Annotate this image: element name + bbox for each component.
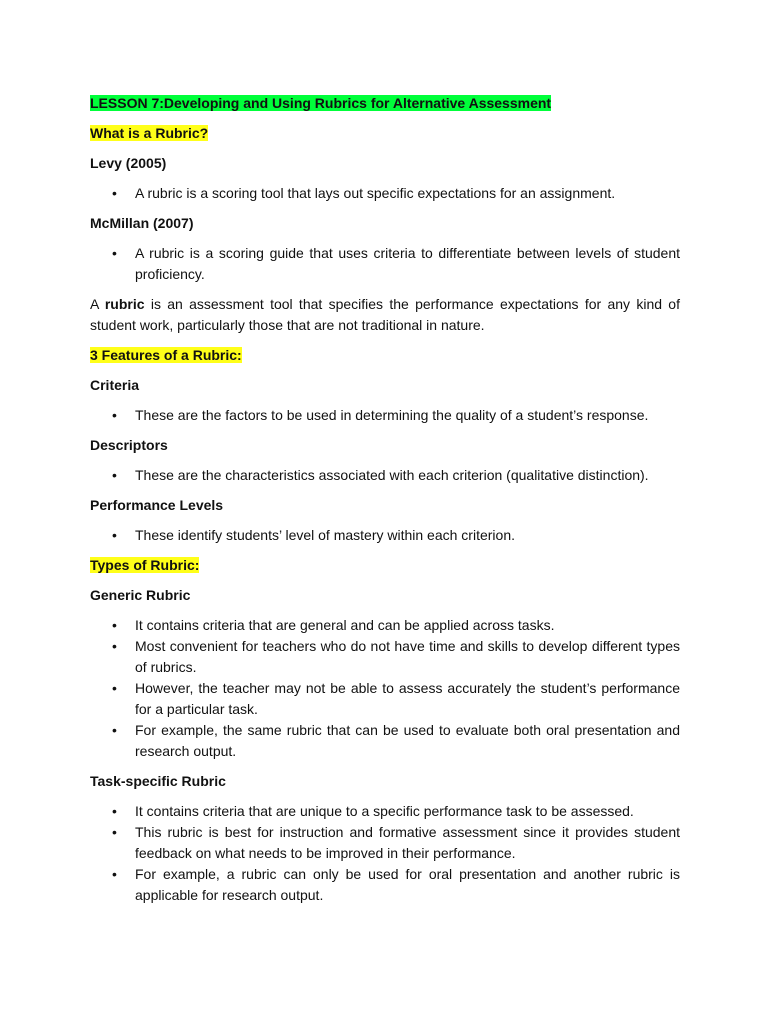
list-item: • However, the teacher may not be able to assess accurately the student’s performance for a particular task.	[90, 678, 680, 720]
definition-rest: is an assessment tool that specifies the performance expectations for any kind of student work, particularly those that are not traditional in nature.	[90, 296, 680, 333]
generic-rubric-heading: Generic Rubric	[90, 587, 191, 603]
document-body	[90, 93, 680, 915]
types-heading-text: Types of Rubric:	[90, 557, 200, 573]
what-is-heading	[90, 123, 680, 144]
criteria-list	[90, 405, 680, 426]
list-item: • For example, a rubric can only be used for oral presentation and another rubric is applicable for research output.	[90, 864, 680, 906]
task-specific-rubric-list	[90, 801, 680, 906]
definition-paragraph	[90, 294, 680, 336]
lesson-title	[90, 93, 680, 114]
levy-heading: Levy (2005)	[90, 155, 167, 171]
list-item: • These identify students’ level of mastery within each criterion.	[90, 525, 680, 546]
mcmillan-list	[90, 243, 680, 285]
descriptors-heading: Descriptors	[90, 437, 168, 453]
mcmillan-heading: McMillan (2007)	[90, 215, 194, 231]
descriptors-list	[90, 465, 680, 486]
list-item: • A rubric is a scoring tool that lays out specific expectations for an assignment.	[90, 183, 680, 204]
list-item: • A rubric is a scoring guide that uses criteria to differentiate between levels of student proficiency.	[90, 243, 680, 285]
lesson-title-text: LESSON 7:Developing and Using Rubrics for Alternative Assessment	[90, 95, 552, 111]
what-is-heading-text: What is a Rubric?	[90, 125, 209, 141]
list-item: • These are the characteristics associated with each criterion (qualitative distinction).	[90, 465, 680, 486]
task-specific-rubric-heading: Task-specific Rubric	[90, 773, 226, 789]
list-item: • This rubric is best for instruction and formative assessment since it provides student feedback on what needs to be improved in their performance.	[90, 822, 680, 864]
list-item: • For example, the same rubric that can be used to evaluate both oral presentation and research output.	[90, 720, 680, 762]
definition-bold-term: rubric	[104, 296, 145, 312]
performance-levels-list	[90, 525, 680, 546]
generic-rubric-list	[90, 615, 680, 762]
features-heading	[90, 345, 680, 366]
types-heading	[90, 555, 680, 576]
list-item: • It contains criteria that are general and can be applied across tasks.	[90, 615, 680, 636]
list-item: • It contains criteria that are unique to a specific performance task to be assessed.	[90, 801, 680, 822]
list-item: • Most convenient for teachers who do not have time and skills to develop different types of rubrics.	[90, 636, 680, 678]
levy-list	[90, 183, 680, 204]
performance-levels-heading: Performance Levels	[90, 497, 224, 513]
definition-prefix: A	[90, 296, 105, 312]
features-heading-text: 3 Features of a Rubric:	[90, 347, 242, 363]
criteria-heading: Criteria	[90, 377, 140, 393]
list-item: • These are the factors to be used in determining the quality of a student’s response.	[90, 405, 680, 426]
